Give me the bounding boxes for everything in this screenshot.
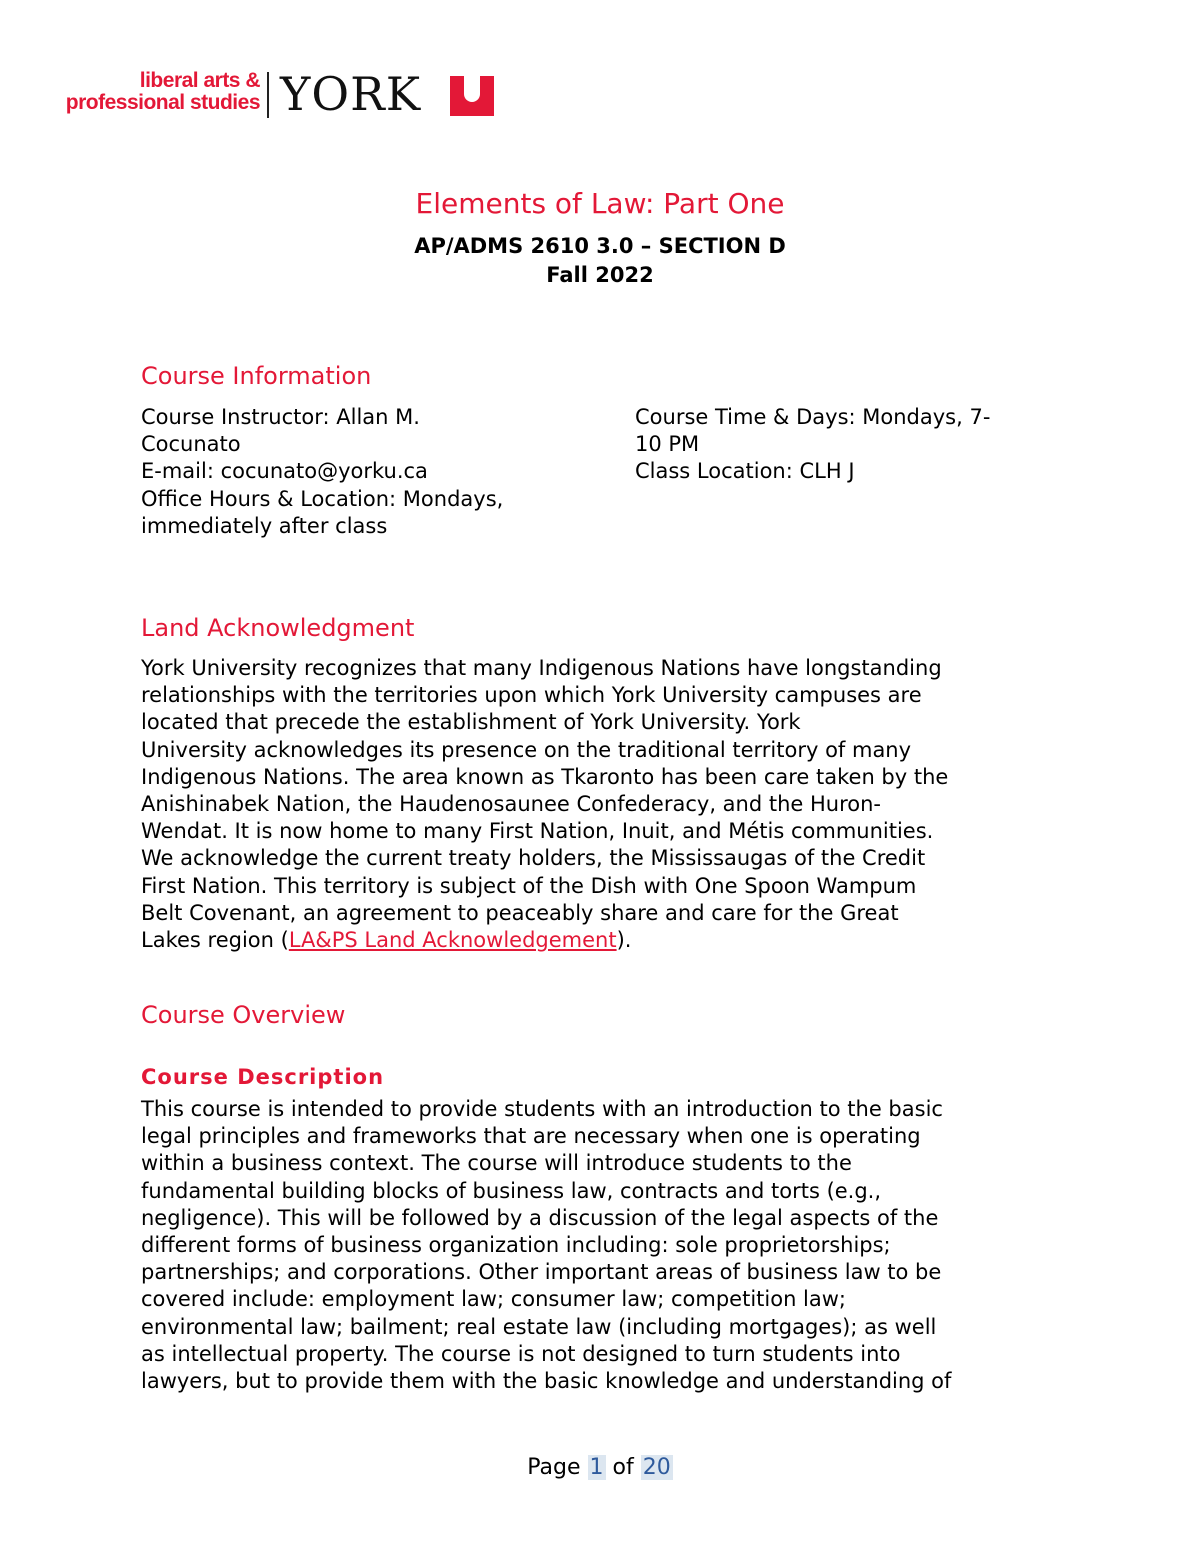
course-information-heading: Course Information [141, 362, 372, 390]
logo-line-1: liberal arts & [139, 69, 260, 92]
course-info-left-column [141, 404, 611, 540]
course-term: Fall 2022 [546, 263, 654, 287]
paragraph-line: First Nation. This territory is subject of the Dish with One Spoon Wampum [141, 873, 917, 898]
course-code: AP/ADMS 2610 3.0 – SECTION D [414, 234, 786, 258]
paragraph-line: Anishinabek Nation, the Haudenosaunee Confederacy, and the Huron- [141, 792, 882, 817]
paragraph-line: legal principles and frameworks that are necessary when one is operating [141, 1124, 921, 1149]
paragraph-line: different forms of business organization including: sole proprietorships; [141, 1233, 891, 1258]
paragraph-line: Belt Covenant, an agreement to peaceably share and care for the Great [141, 900, 899, 925]
paragraph-line: negligence). This will be followed by a discussion of the legal aspects of the [141, 1205, 939, 1230]
course-overview-heading: Course Overview [141, 1001, 346, 1029]
paragraph-line: We acknowledge the current treaty holders, the Mississaugas of the Credit [141, 846, 926, 871]
info-line: 10 PM [635, 432, 700, 457]
of-label: of [612, 1455, 634, 1480]
paragraph-line [141, 927, 1061, 954]
york-u-logo-icon [450, 76, 494, 116]
info-line: E-mail: cocunato@yorku.ca [141, 459, 428, 484]
course-description-heading: Course Description [141, 1065, 385, 1089]
paragraph-line: partnerships; and corporations. Other important areas of business law to be [141, 1260, 942, 1285]
total-page-number: 20 [642, 1455, 671, 1480]
info-line: immediately after class [141, 513, 388, 538]
text-fragment: ). [616, 928, 632, 953]
info-line: Office Hours & Location: Mondays, [141, 486, 504, 511]
york-logo [42, 68, 502, 124]
paragraph-line: University acknowledges its presence on the traditional territory of many [141, 737, 912, 762]
land-acknowledgment-heading: Land Acknowledgment [141, 614, 415, 642]
info-line: Class Location: CLH J [635, 459, 855, 484]
current-page-number: 1 [589, 1455, 604, 1480]
paragraph-line: located that precede the establishment of York University. York [141, 710, 801, 735]
paragraph-line: Indigenous Nations. The area known as Tkaronto has been care taken by the [141, 764, 949, 789]
paragraph-line: covered include: employment law; consumer law; competition law; [141, 1287, 847, 1312]
text-fragment: Lakes region ( [141, 928, 289, 953]
paragraph-line: This course is intended to provide students with an introduction to the basic [141, 1097, 943, 1121]
course-description-paragraph [141, 1096, 1061, 1395]
page-label: Page [527, 1455, 581, 1480]
info-line: Course Time & Days: Mondays, 7- [635, 405, 991, 429]
logo-line-2: professional studies [65, 91, 260, 114]
land-acknowledgement-link[interactable]: LA&PS Land Acknowledgement [288, 928, 617, 953]
paragraph-line: Wendat. It is now home to many First Nation, Inuit, and Métis communities. [141, 819, 934, 844]
paragraph-line: York University recognizes that many Indigenous Nations have longstanding [141, 656, 942, 680]
paragraph-line: within a business context. The course will introduce students to the [141, 1151, 852, 1176]
logo-york-text: YORK [280, 67, 422, 121]
paragraph-line: as intellectual property. The course is not designed to turn students into [141, 1341, 901, 1366]
paragraph-line: relationships with the territories upon which York University campuses are [141, 683, 922, 708]
page-number-footer [0, 1453, 1200, 1483]
document-title: Elements of Law: Part One [415, 187, 785, 220]
land-acknowledgment-paragraph [141, 655, 1061, 954]
info-line: Cocunato [141, 432, 241, 457]
logo-divider [267, 72, 269, 118]
paragraph-line: fundamental building blocks of business law, contracts and torts (e.g., [141, 1178, 882, 1203]
info-line: Course Instructor: Allan M. [141, 405, 420, 429]
paragraph-line: environmental law; bailment; real estate law (including mortgages); as well [141, 1314, 937, 1339]
paragraph-line: lawyers, but to provide them with the basic knowledge and understanding of [141, 1369, 952, 1394]
course-info-right-column [635, 404, 1055, 486]
